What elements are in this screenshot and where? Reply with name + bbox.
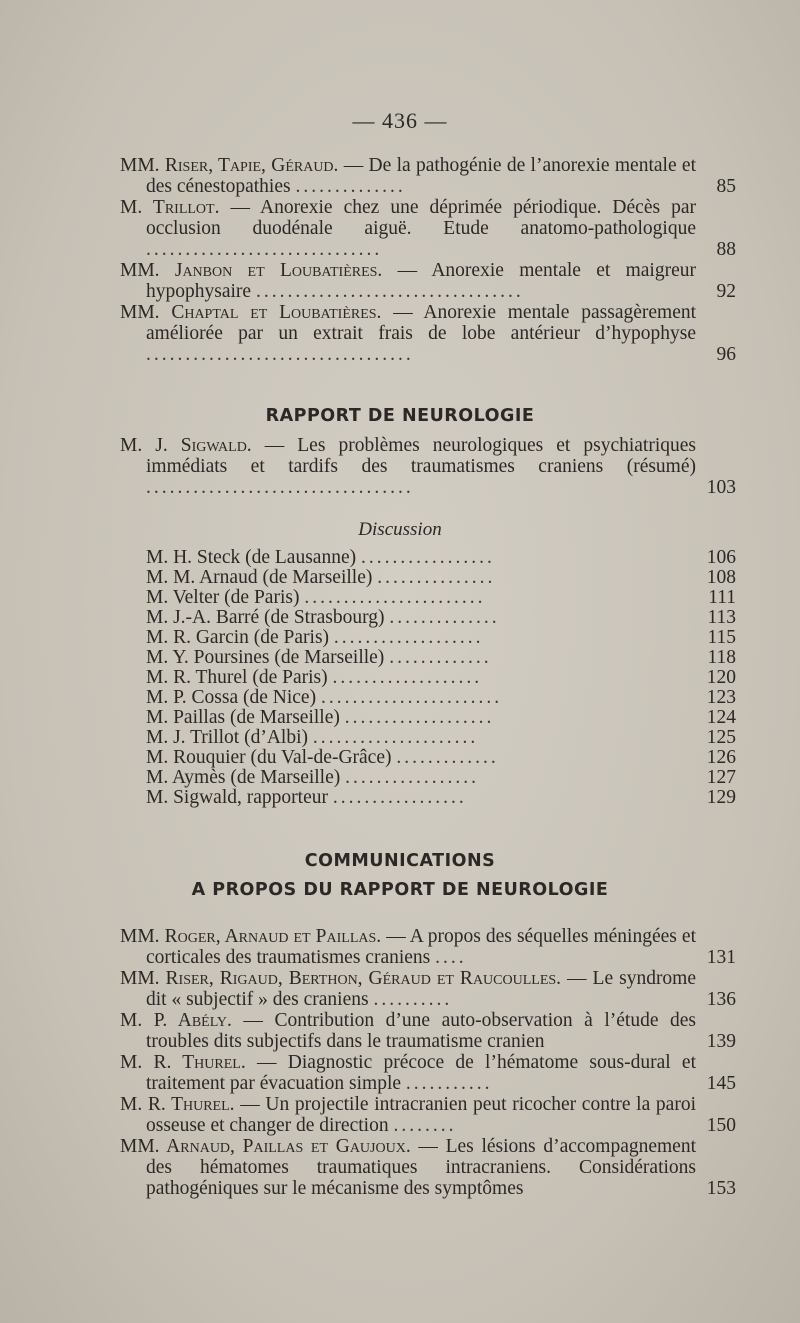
toc-entry: M. R. Thurel. — Un projectile intracranien peut ricocher contre la paroi osseuse et changer de direction ........ 150	[120, 1094, 736, 1136]
discussion-entry: M. R. Garcin (de Paris) ................... 115	[146, 627, 736, 648]
toc-title: — Les problèmes neurologiques et psychiatriques immédiats et tardifs des traumatismes craniens (résumé)	[146, 435, 697, 477]
toc-page: 92	[716, 281, 736, 302]
discussion-entry: M. Aymès (de Marseille) ................. 127	[146, 767, 736, 788]
toc-title: — Anorexie mentale passagèrement améliorée par un extrait frais de lobe antérieur d’hypophyse	[146, 302, 697, 344]
toc-title: — Les lésions d’accompagnement des hématomes traumatiques intracraniens. Considérations pathogéniques sur le mécanisme des symptômes	[146, 1136, 697, 1199]
toc-entry: MM. Janbon et Loubatières. — Anorexie mentale et maigreur hypophysaire .................................. 92	[120, 260, 736, 302]
discussion-entry: M. J. Trillot (d’Albi) ..................... 125	[146, 727, 736, 748]
toc-page: 85	[716, 176, 736, 197]
toc-author: M. Trillot.	[120, 197, 220, 218]
toc-title: — Un projectile intracranien peut ricocher contre la paroi osseuse et changer de direction	[146, 1094, 696, 1136]
toc-page: 126	[706, 747, 736, 768]
toc-title: — Anorexie chez une déprimée périodique. Décès par occlusion duodénale aiguë. Etude anatomo-pathologique	[146, 197, 696, 239]
participant-name: M. Sigwald, rapporteur	[146, 787, 328, 808]
toc-page: 145	[706, 1073, 736, 1094]
participant-name: M. R. Garcin (de Paris)	[146, 627, 330, 648]
toc-block-anorexie	[120, 155, 738, 365]
participant-name: M. H. Steck (de Lausanne)	[146, 547, 357, 568]
toc-author: M. R. Thurel.	[120, 1094, 235, 1115]
toc-title: — Contribution d’une auto-observation à l’étude des troubles dits subjectifs dans le traumatisme cranien	[146, 1010, 696, 1052]
toc-title: — Anorexie mentale et maigreur hypophysaire	[146, 260, 696, 302]
toc-page: 108	[706, 567, 736, 588]
toc-author: MM. Roger, Arnaud et Paillas.	[120, 926, 382, 947]
toc-author: MM. Riser, Rigaud, Berthon, Géraud et Raucoulles.	[120, 968, 562, 989]
toc-page: 136	[706, 989, 736, 1010]
page-number: — 436 —	[352, 108, 448, 133]
toc-page: 106	[706, 547, 736, 568]
toc-entry: MM. Chaptal et Loubatières. — Anorexie mentale passagèrement améliorée par un extrait frais de lobe antérieur d’hypophyse .................................. 96	[120, 302, 736, 365]
section-heading-communications: COMMUNICATIONS	[304, 851, 496, 871]
toc-title: — A propos des séquelles méningées et corticales des traumatismes craniens	[146, 926, 696, 968]
discussion-list	[120, 548, 738, 808]
discussion-entry: M. M. Arnaud (de Marseille) ............... 108	[146, 567, 736, 588]
toc-entry: M. J. Sigwald. — Les problèmes neurologiques et psychiatriques immédiats et tardifs des traumatismes craniens (résumé) .................................. 103	[120, 435, 736, 498]
participant-name: M. J. Trillot (d’Albi)	[146, 727, 308, 748]
toc-page: 120	[706, 667, 736, 688]
toc-title: — De la pathogénie de l’anorexie mentale et des cénestopathies	[146, 155, 696, 197]
toc-page: 125	[706, 727, 736, 748]
participant-name: M. R. Thurel (de Paris)	[146, 667, 328, 688]
toc-page: 153	[706, 1178, 736, 1199]
toc-block-rapport	[120, 435, 738, 498]
discussion-entry: M. Paillas (de Marseille) ................... 124	[146, 707, 736, 728]
discussion-entry: M. R. Thurel (de Paris) ................... 120	[146, 667, 736, 688]
discussion-entry: M. J.-A. Barré (de Strasbourg) .............. 113	[146, 607, 736, 628]
toc-title: — Le syndrome dit « subjectif » des craniens	[146, 968, 697, 1010]
toc-page: 115	[707, 627, 736, 648]
toc-author: M. R. Thurel.	[120, 1052, 246, 1073]
toc-page: 123	[706, 687, 736, 708]
toc-page: 124	[706, 707, 736, 728]
toc-entry: MM. Riser, Rigaud, Berthon, Géraud et Raucoulles. — Le syndrome dit « subjectif » des craniens .......... 136	[120, 968, 736, 1010]
toc-page: 150	[706, 1115, 736, 1136]
toc-entry: M. Trillot. — Anorexie chez une déprimée périodique. Décès par occlusion duodénale aiguë. Etude anatomo-pathologique .............................. 88	[120, 197, 736, 260]
discussion-entry: M. Y. Poursines (de Marseille) ............. 118	[146, 647, 736, 668]
toc-page: 111	[708, 587, 736, 608]
toc-page: 118	[707, 647, 736, 668]
toc-page: 103	[706, 477, 736, 498]
participant-name: M. Y. Poursines (de Marseille)	[146, 647, 385, 668]
toc-entry: M. R. Thurel. — Diagnostic précoce de l’hématome sous-dural et traitement par évacuation simple ........... 145	[120, 1052, 736, 1094]
toc-author: M. J. Sigwald.	[120, 435, 252, 456]
toc-entry: MM. Roger, Arnaud et Paillas. — A propos des séquelles méningées et corticales des traumatismes craniens .... 131	[120, 926, 736, 968]
discussion-heading: Discussion	[358, 519, 442, 540]
participant-name: M. Velter (de Paris)	[146, 587, 300, 608]
participant-name: M. M. Arnaud (de Marseille)	[146, 567, 373, 588]
toc-entry	[120, 1136, 738, 1199]
discussion-entry: M. Velter (de Paris) ....................... 111	[146, 587, 736, 608]
participant-name: M. J.-A. Barré (de Strasbourg)	[146, 607, 385, 628]
discussion-entry: M. P. Cossa (de Nice) ....................... 123	[146, 687, 736, 708]
toc-entry: MM. Riser, Tapie, Géraud. — De la pathogénie de l’anorexie mentale et des cénestopathies .............. 85	[120, 155, 736, 197]
discussion-entry: M. Rouquier (du Val-de-Grâce) ............. 126	[146, 747, 736, 768]
toc-block-communications	[120, 926, 738, 1199]
toc-page: 139	[706, 1031, 736, 1052]
toc-page: 113	[707, 607, 736, 628]
toc-page: 96	[716, 344, 736, 365]
toc-author: MM. Arnaud, Paillas et Gaujoux.	[120, 1136, 411, 1157]
discussion-entry: M. H. Steck (de Lausanne) ................. 106	[146, 547, 736, 568]
participant-name: M. Rouquier (du Val-de-Grâce)	[146, 747, 392, 768]
toc-author: MM. Chaptal et Loubatières.	[120, 302, 382, 323]
toc-page: 131	[706, 947, 736, 968]
toc-entry	[120, 1010, 738, 1052]
toc-title: — Diagnostic précoce de l’hématome sous-dural et traitement par évacuation simple	[146, 1052, 696, 1094]
toc-author: MM. Janbon et Loubatières.	[120, 260, 383, 281]
participant-name: M. Aymès (de Marseille)	[146, 767, 341, 788]
discussion-entry: M. Sigwald, rapporteur ................. 129	[146, 787, 736, 808]
toc-page: 127	[706, 767, 736, 788]
toc-author: M. P. Abély.	[120, 1010, 232, 1031]
toc-page: 129	[706, 787, 736, 808]
toc-page: 88	[716, 239, 736, 260]
toc-author: MM. Riser, Tapie, Géraud.	[120, 155, 339, 176]
section-subheading-communications: A PROPOS DU RAPPORT DE NEUROLOGIE	[191, 880, 609, 900]
participant-name: M. P. Cossa (de Nice)	[146, 687, 317, 708]
participant-name: M. Paillas (de Marseille)	[146, 707, 340, 728]
section-heading-neurologie: RAPPORT DE NEUROLOGIE	[265, 406, 535, 426]
